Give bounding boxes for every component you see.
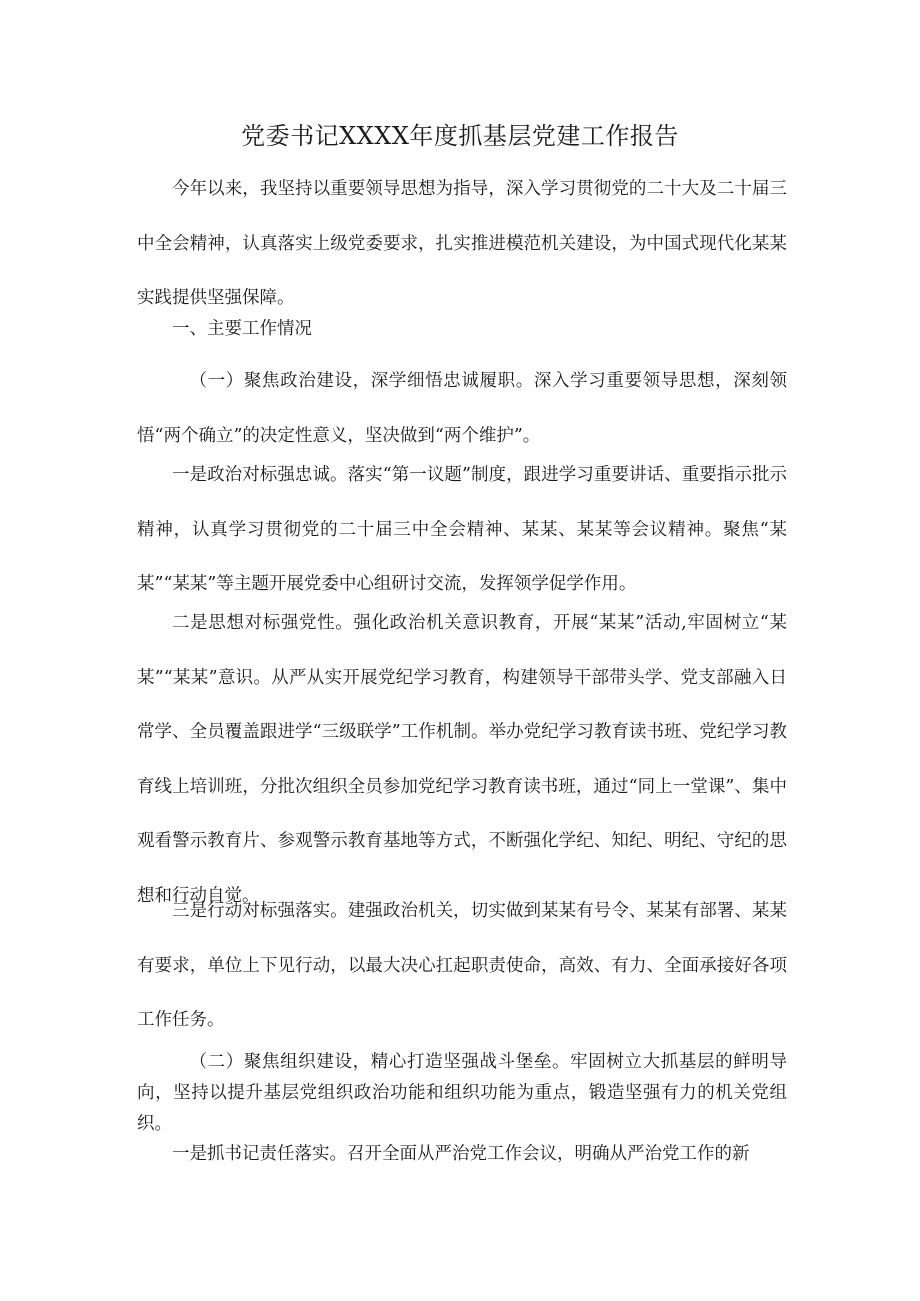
intro-paragraph: 今年以来，我坚持以重要领导思想为指导，深入学习贯彻党的二十大及二十届三中全会精神，认真落实上级党委要求，扎实推进模范机关建设，为中国式现代化某某实践提供坚强保障。 xyxy=(137,179,787,308)
subsection-organization-building: （二）聚焦组织建设，精心打造坚强战斗堡垒。牢固树立大抓基层的鲜明导向，坚持以提升基层党组织政治功能和组织功能为重点，锻造坚强有力的机关党组织。 xyxy=(137,1052,787,1134)
document-title: 党委书记XXXX年度抓基层党建工作报告 xyxy=(241,122,679,150)
section-heading-main-work: 一、主要工作情况 xyxy=(172,319,312,339)
paragraph-secretary-responsibility: 一是抓书记责任落实。召开全面从严治党工作会议，明确从严治党工作的新 xyxy=(172,1144,750,1164)
subsection-political-building: （一）聚焦政治建设，深学细悟忠诚履职。深入学习重要领导思想，深刻领悟“两个确立”的决定性意义，坚决做到“两个维护”。 xyxy=(137,371,787,446)
paragraph-action-implementation: 三是行动对标强落实。建强政治机关，切实做到某某有号令、某某有部署、某某有要求，单位上下见行动，以最大决心扛起职责使命，高效、有力、全面承接好各项工作任务。 xyxy=(137,901,787,1030)
paragraph-ideological-party-spirit: 二是思想对标强党性。强化政治机关意识教育，开展“某某”活动,牢固树立“某某”“某某”意识。从严从实开展党纪学习教育，构建领导干部带头学、党支部融入日常学、全员覆盖跟进学“三级联学”工作机制。举办党纪学习教育读书班、党纪学习教育线上培训班，分批次组织全员参加党纪学习教育读书班，通过“同上一堂课”、集中观看警示教育片、参观警示教育基地等方式，不断强化学纪、知纪、明纪、守纪的思想和行动自觉。 xyxy=(137,613,787,906)
paragraph-political-loyalty: 一是政治对标强忠诚。落实“第一议题”制度，跟进学习重要讲话、重要指示批示精神，认真学习贯彻党的二十届三中全会精神、某某、某某等会议精神。聚焦“某某”“某某”等主题开展党委中心组研讨交流，发挥领学促学作用。 xyxy=(137,465,787,594)
